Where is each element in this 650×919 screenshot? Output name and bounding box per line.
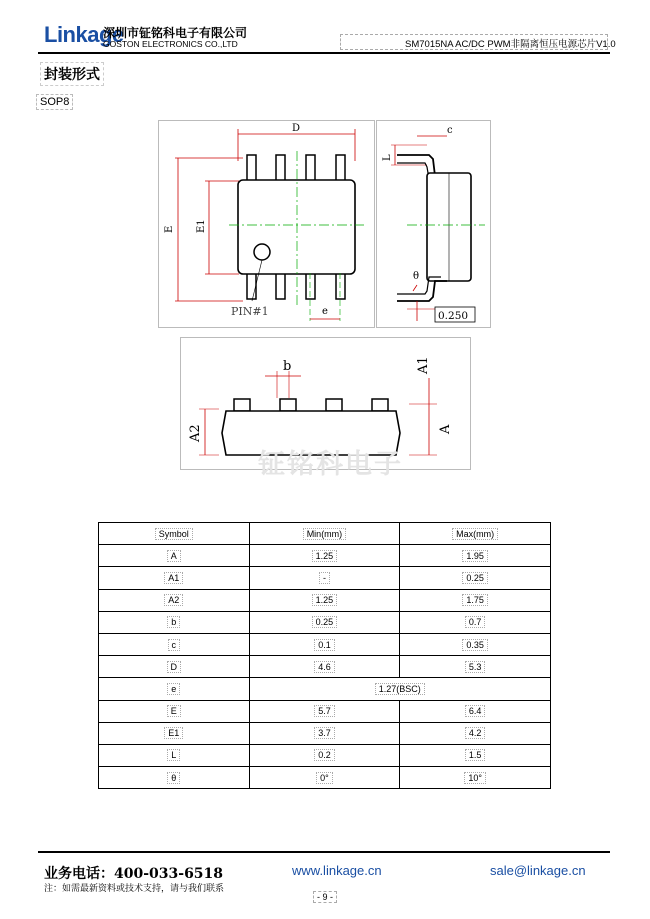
table-row <box>99 611 551 633</box>
dim-theta-label: θ <box>413 271 420 282</box>
cell-symbol: b <box>99 611 250 633</box>
cell-max: 10° <box>400 767 551 789</box>
dim-e1-label: E1 <box>196 219 207 233</box>
cell-symbol: c <box>99 633 250 655</box>
email-link[interactable]: sale@linkage.cn <box>490 863 586 878</box>
website-link[interactable]: www.linkage.cn <box>292 863 382 878</box>
cell-min: 0.2 <box>249 744 400 766</box>
cell-min: - <box>249 567 400 589</box>
company-name-en: GOSTON ELECTRONICS CO.,LTD <box>103 39 238 49</box>
dim-c-label: c <box>447 125 453 136</box>
cell-min: 0.25 <box>249 611 400 633</box>
cell-min: 0.1 <box>249 633 400 655</box>
watermark: 钲铭科电子 <box>258 449 403 479</box>
company-logo: Linkage <box>44 22 124 47</box>
cell-bsc-value: 1.27(BSC) <box>249 678 550 700</box>
support-note: 注：如需最新资料或技术支持，请与我们联系 <box>44 884 225 894</box>
dim-l-label: L <box>382 154 393 161</box>
cell-symbol: L <box>99 744 250 766</box>
dim-a2-label: A2 <box>188 424 203 442</box>
cell-max: 5.3 <box>400 656 551 678</box>
cell-symbol: A1 <box>99 567 250 589</box>
footer-divider <box>38 851 610 853</box>
cell-min: 4.6 <box>249 656 400 678</box>
cell-symbol: A2 <box>99 589 250 611</box>
header-divider <box>38 52 610 54</box>
cell-max: 0.25 <box>400 567 551 589</box>
table-row <box>99 545 551 567</box>
header-min: Min(mm) <box>249 523 400 545</box>
dimension-table <box>98 522 551 789</box>
section-title: 封装形式 <box>40 62 104 86</box>
cell-symbol: D <box>99 656 250 678</box>
cell-symbol: θ <box>99 767 250 789</box>
cell-symbol: E1 <box>99 722 250 744</box>
cell-max: 1.95 <box>400 545 551 567</box>
cell-min: 3.7 <box>249 722 400 744</box>
cell-max: 0.35 <box>400 633 551 655</box>
table-row <box>99 678 551 700</box>
dim-a1-label: A1 <box>416 356 431 374</box>
side-view-drawing <box>376 120 491 328</box>
cell-min: 5.7 <box>249 700 400 722</box>
package-label: SOP8 <box>36 94 73 110</box>
page-number: - 9 - <box>313 891 337 903</box>
pin1-label: PIN#1 <box>231 305 269 318</box>
table-header-row <box>99 523 551 545</box>
cell-max: 4.2 <box>400 722 551 744</box>
dim-a-label: A <box>438 424 453 434</box>
cell-symbol: e <box>99 678 250 700</box>
cell-max: 1.75 <box>400 589 551 611</box>
table-row <box>99 633 551 655</box>
dim-e-label: e <box>322 306 328 317</box>
header-symbol: Symbol <box>99 523 250 545</box>
table-row <box>99 767 551 789</box>
cell-symbol: A <box>99 545 250 567</box>
doc-title: SM7015NA AC/DC PWM非隔离恒压电源芯片V1.0 <box>405 39 616 50</box>
dim-d-label: D <box>292 123 301 134</box>
table-row <box>99 700 551 722</box>
gauge-plane-value: 0.250 <box>438 310 469 322</box>
cell-min: 1.25 <box>249 589 400 611</box>
cell-max: 0.7 <box>400 611 551 633</box>
table-row <box>99 589 551 611</box>
table-row <box>99 656 551 678</box>
table-row <box>99 567 551 589</box>
company-name-cn: 深圳市钲铭科电子有限公司 <box>103 26 248 40</box>
top-view-drawing <box>158 120 375 328</box>
dim-e-big-label: E <box>164 225 175 233</box>
header-max: Max(mm) <box>400 523 551 545</box>
cell-symbol: E <box>99 700 250 722</box>
dim-b-label: b <box>283 359 292 374</box>
cell-min: 0° <box>249 767 400 789</box>
table-row <box>99 744 551 766</box>
sales-hotline: 业务电话：400-033-6518 <box>44 866 224 882</box>
cell-min: 1.25 <box>249 545 400 567</box>
cell-max: 1.5 <box>400 744 551 766</box>
table-row <box>99 722 551 744</box>
cell-max: 6.4 <box>400 700 551 722</box>
